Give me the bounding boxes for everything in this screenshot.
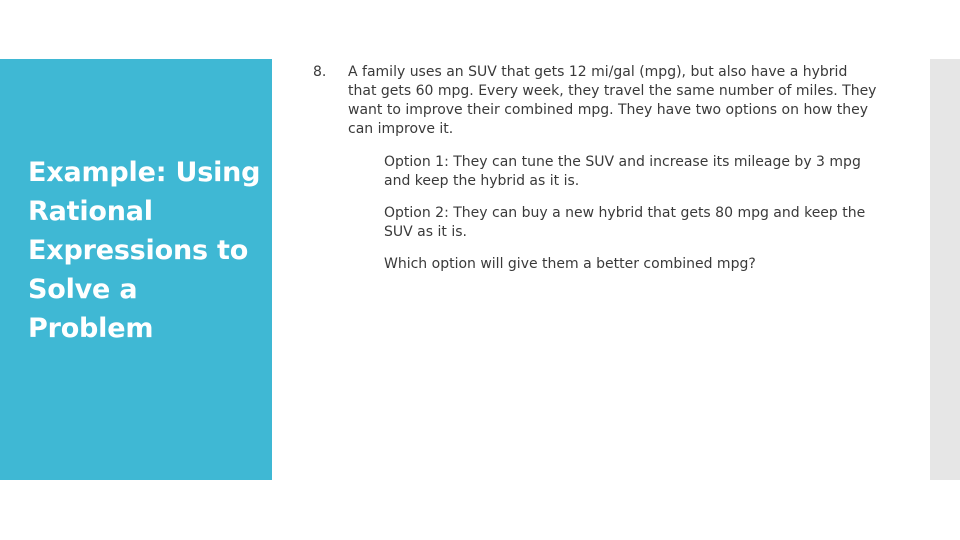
- problem-number: 8.: [313, 64, 327, 80]
- question-text: Which option will give them a better combined mpg?: [384, 256, 756, 272]
- right-accent-strip: [930, 59, 960, 480]
- option-1-text: Option 1: They can tune the SUV and increase its mileage by 3 mpg and keep the hybrid as it is.: [384, 154, 861, 189]
- option-2-text: Option 2: They can buy a new hybrid that gets 80 mpg and keep the SUV as it is.: [384, 205, 866, 240]
- slide-title: Example: Using Rational Expressions to Solve a Problem: [28, 157, 261, 344]
- problem-statement: A family uses an SUV that gets 12 mi/gal (mpg), but also have a hybrid that gets 60 mpg. Every week, they travel the same number of miles. They want to improve their combined mpg. They have two options on how they can improve it.: [348, 64, 877, 137]
